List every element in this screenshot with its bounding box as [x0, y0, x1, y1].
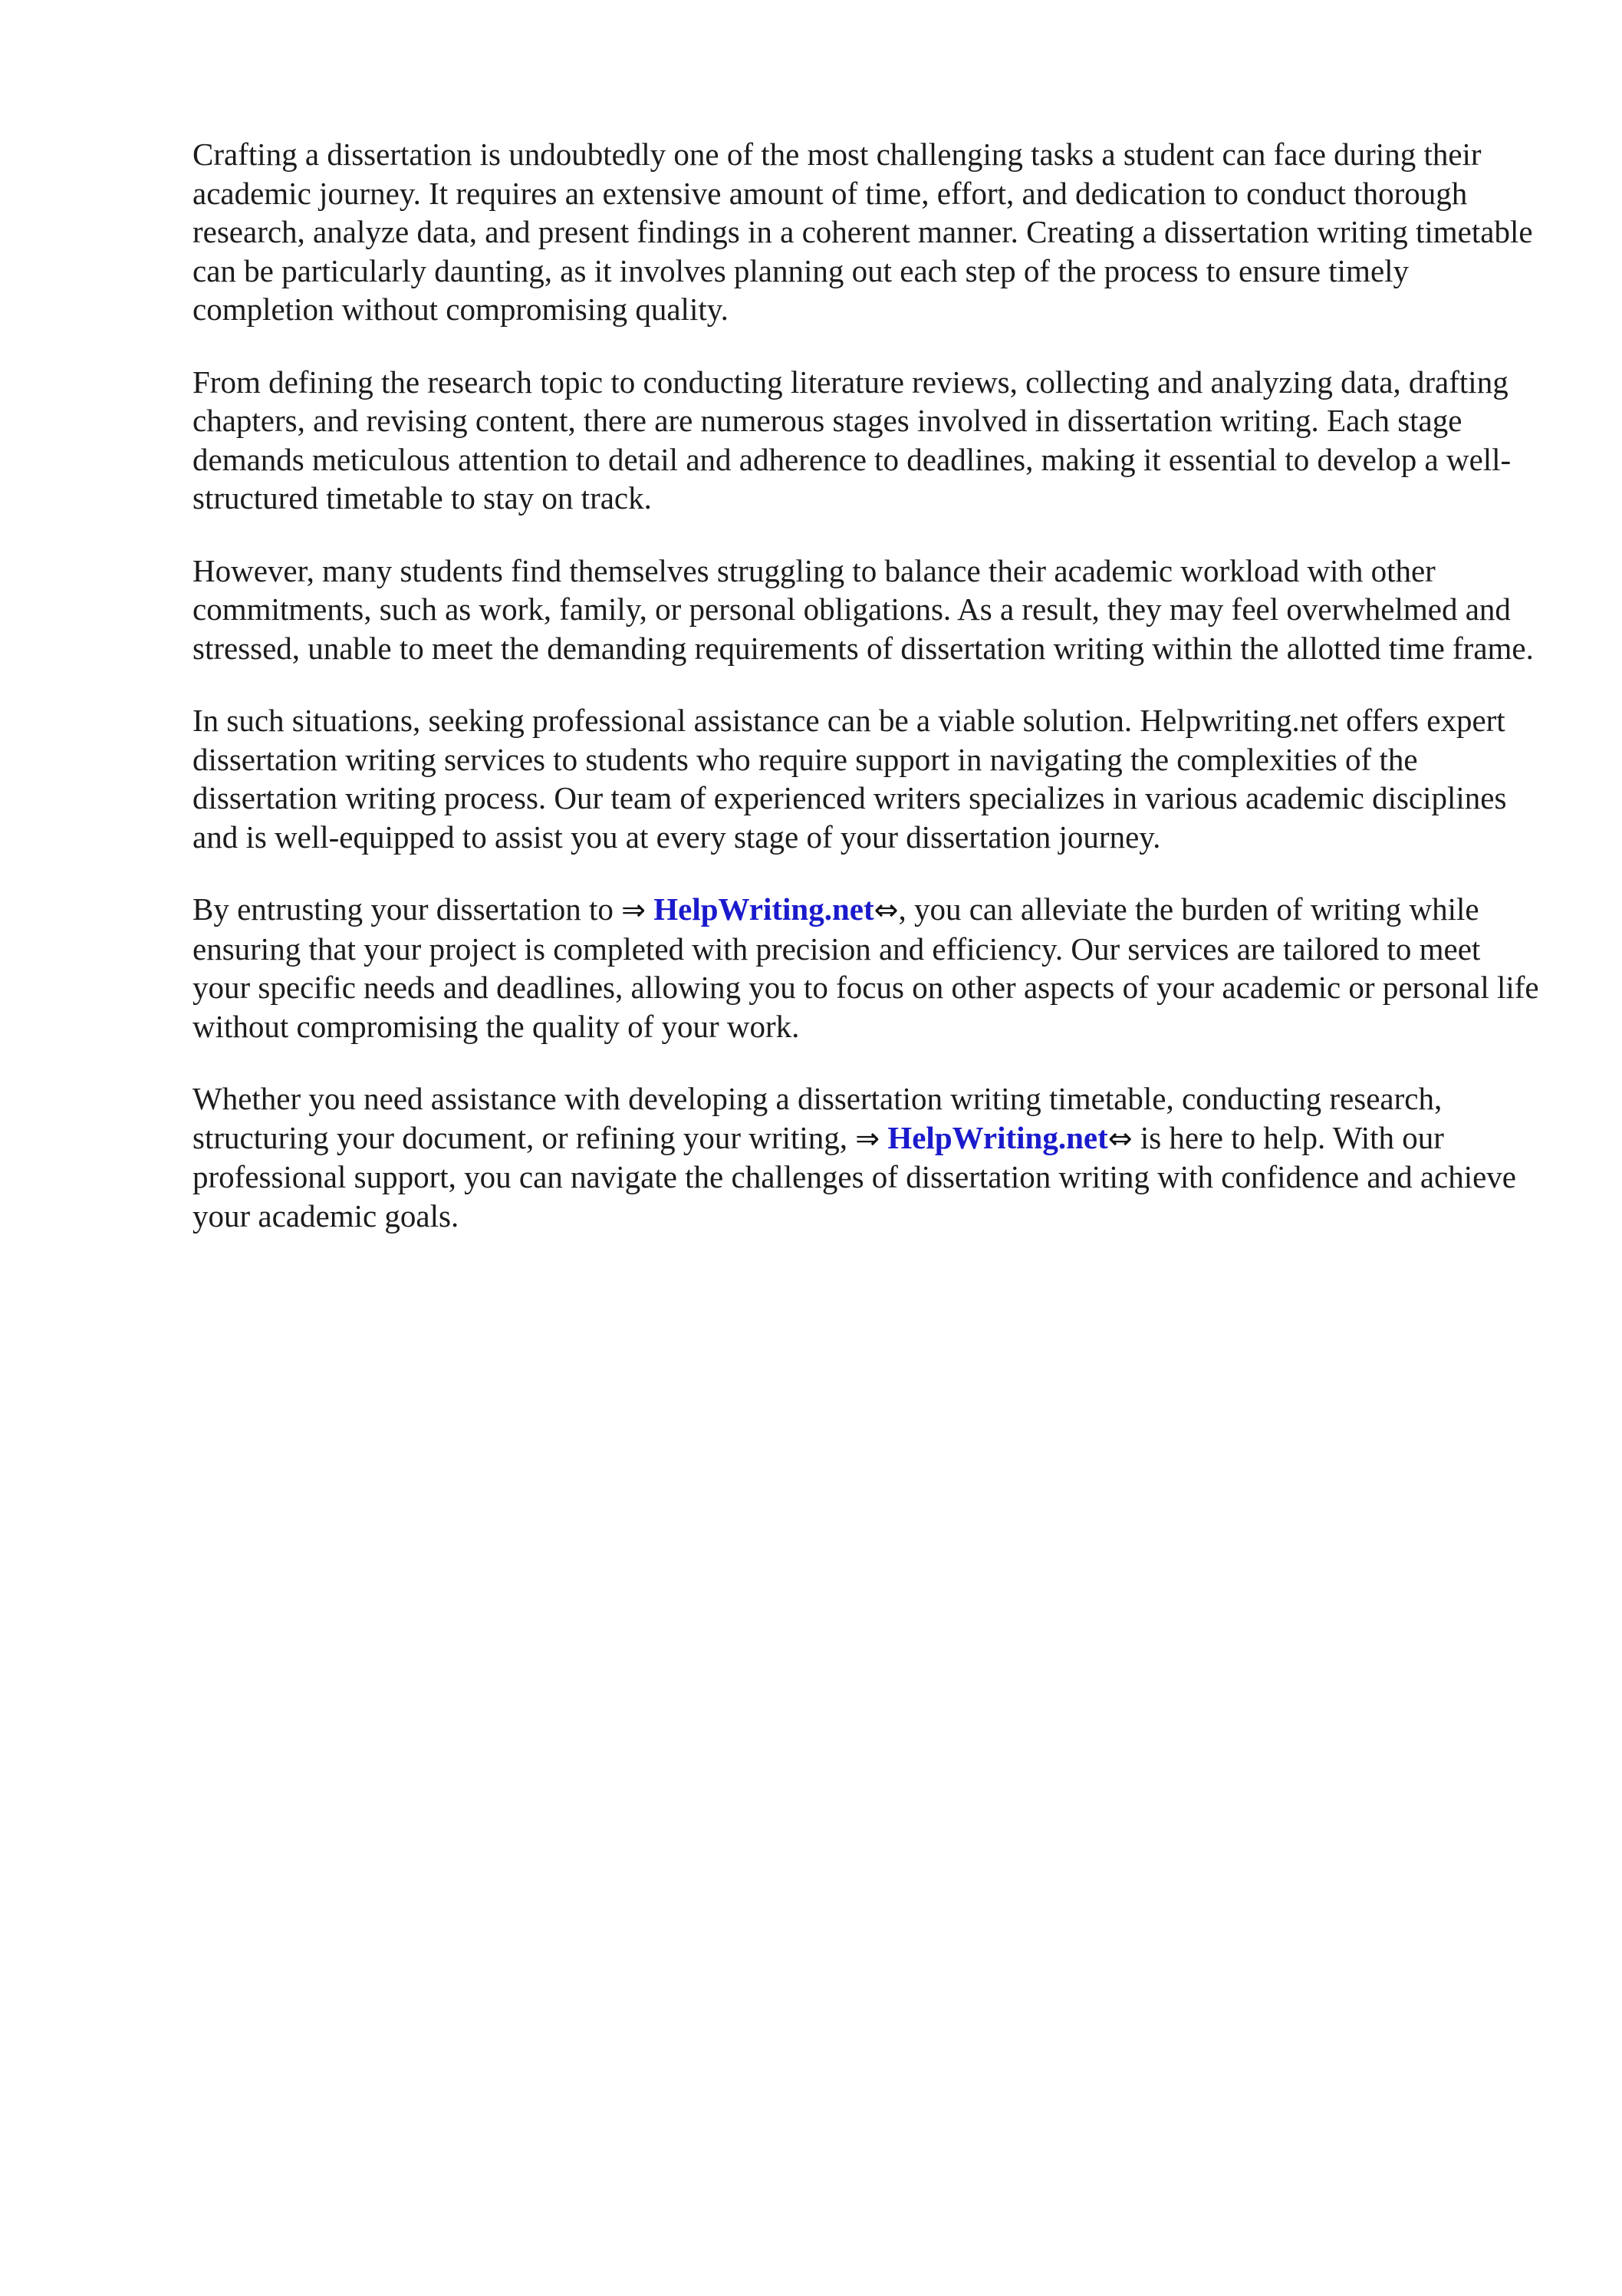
double-arrow-icon: ⇔	[1107, 1121, 1133, 1155]
right-arrow-icon: ⇒	[621, 893, 646, 927]
paragraph-6-text-after: is here to help. With our professional support, you can navigate the challenges of dissertation writing with confidence and achieve your academic goals.	[192, 1119, 1517, 1234]
paragraph-5-text-before: By entrusting your dissertation to	[192, 891, 622, 927]
helpwriting-link[interactable]: HelpWriting.net	[887, 1119, 1108, 1155]
paragraph-6-text-before: Whether you need assistance with developing a dissertation writing timetable, conducting research, structuring your document, or refining your writing,	[192, 1081, 1443, 1155]
right-arrow-icon: ⇒	[855, 1121, 880, 1155]
paragraph-2: From defining the research topic to conducting literature reviews, collecting and analyzing data, drafting chapters, and revising content, there are numerous stages involved in dissertation writing. Each stage demands meticulous attention to detail and adherence to deadlines, making it essential to develop a well-structured timetable to stay on track.	[192, 364, 1512, 516]
paragraph-5-text-after: , you can alleviate the burden of writing while ensuring that your project is completed with precision and efficiency. Our services are tailored to meet your specific needs and deadlines, allowing you to focus on other aspects of your academic or personal life without compromising the quality of your work.	[192, 891, 1539, 1044]
paragraph-5	[192, 890, 1542, 1046]
document-body	[192, 135, 1542, 1269]
paragraph-4: In such situations, seeking professional assistance can be a viable solution. Helpwriting.net offers expert dissertation writing services to students who require support in navigating the complexities of the dissertation writing process. Our team of experienced writers specializes in various academic disciplines and is well-equipped to assist you at every stage of your dissertation journey.	[192, 703, 1507, 855]
paragraph-1: Crafting a dissertation is undoubtedly one of the most challenging tasks a student can face during their academic journey. It requires an extensive amount of time, effort, and dedication to conduct thorough research, analyze data, and present findings in a coherent manner. Creating a dissertation writing timetable can be particularly daunting, as it involves planning out each step of the process to ensure timely completion without compromising quality.	[192, 137, 1533, 327]
paragraph-6	[192, 1079, 1542, 1235]
double-arrow-icon: ⇔	[874, 893, 899, 927]
paragraph-3: However, many students find themselves struggling to balance their academic workload with other commitments, such as work, family, or personal obligations. As a result, they may feel overwhelmed and stressed, unable to meet the demanding requirements of dissertation writing within the allotted time frame.	[192, 552, 1534, 666]
helpwriting-link[interactable]: HelpWriting.net	[653, 891, 874, 927]
